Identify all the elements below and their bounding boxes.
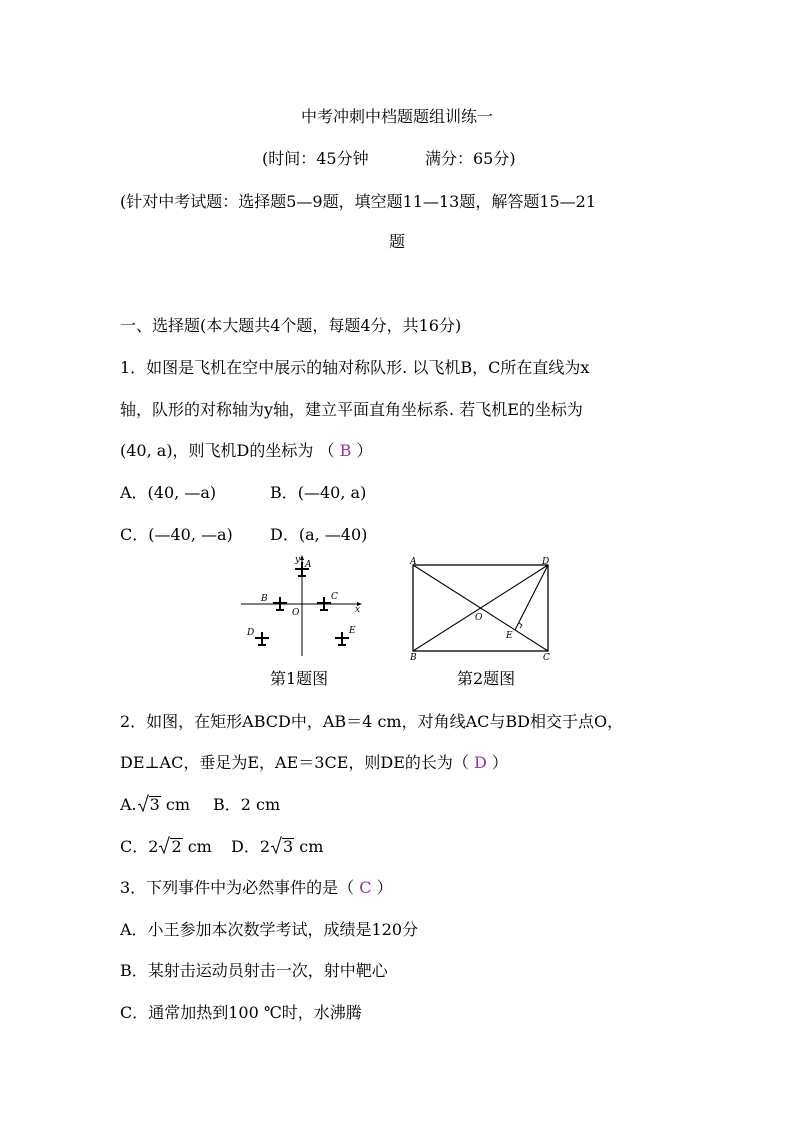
figure-2-rectangle-diagram [404,556,554,662]
q1-close-paren: ） [356,441,373,460]
figure-1-caption: 第1题图 [270,669,329,688]
q2-option-a [120,795,190,815]
q1-option-d: D．(a, —40) [270,525,368,544]
plane-a-label: A [305,560,312,570]
q3-stem: 3．下列事件中为必然事件的是（ [120,878,355,897]
figure-2-caption: 第2题图 [457,669,516,688]
y-axis-label: y [295,555,301,565]
plane-d-icon [255,632,269,645]
point-c-label: C [543,653,550,662]
q2-option-a-unit: cm [160,795,191,814]
plane-c-label: C [331,592,338,602]
point-a-label: A [410,557,417,567]
note-line-2: 题 [388,232,405,251]
score-label: 满分：65分) [425,149,516,168]
q2-line-1: 2．如图，在矩形ABCD中，AB＝4 cm，对角线AC与BD相交于点O， [120,712,624,731]
q2-option-a-letter: A. [120,795,137,814]
plane-d-label: D [247,628,255,638]
sqrt-symbol [137,795,161,815]
q2-answer: D [473,753,487,772]
q2-line-2 [120,753,508,773]
plane-e-icon [335,632,349,645]
plane-b-label: B [261,594,268,604]
section-heading: 一、选择题(本大题共4个题，每题4分，共16分) [120,316,462,335]
q3-close-paren: ） [376,878,393,897]
q1-stem-end: (40, a)，则飞机D的坐标为 （ [120,441,335,460]
plane-e-label: E [349,626,356,636]
time-label: (时间：45分钟 [262,149,369,168]
q1-option-a: A．(40, —a) [120,483,217,502]
point-b-label: B [410,653,417,662]
q2-option-c-unit: cm [182,837,212,856]
q1-option-c: C．(—40, —a) [120,525,233,544]
q1-answer: B [339,441,352,460]
figure-1-coordinate-diagram [238,552,368,662]
sqrt-symbol [270,837,294,857]
q3-answer: C [359,878,372,897]
q3-option-b: B．某射击运动员射击一次，射中靶心 [120,961,388,980]
q1-option-b: B．(—40, a) [270,483,367,502]
plane-b-icon [273,597,287,610]
q3-option-c: C．通常加热到100 ℃时，水沸腾 [120,1003,362,1022]
q1-line-1: 1．如图是飞机在空中展示的轴对称队形. 以飞机B，C所在直线为x [120,358,590,377]
segment-de [515,565,548,630]
q2-option-d [231,837,323,857]
q3-option-a: A．小王参加本次数学考试，成绩是120分 [120,920,419,939]
q2-option-d-coefficient: D．2 [231,837,271,856]
note-line-1: (针对中考试题：选择题5—9题，填空题11—13题，解答题15—21 [120,192,597,211]
q2-option-b: B．2 cm [213,795,281,814]
right-angle-mark [519,623,522,628]
document-title: 中考冲刺中档题题组训练一 [300,107,493,126]
plane-c-icon [317,597,331,610]
q1-line-2: 轴，队形的对称轴为y轴，建立平面直角坐标系. 若飞机E的坐标为 [120,400,583,419]
q1-line-3 [120,441,372,461]
q2-option-d-radicand: 3 [283,837,294,856]
q2-option-c [120,837,212,857]
q2-option-d-unit: cm [294,837,324,856]
sqrt-symbol [158,837,182,857]
q2-option-c-radicand: 2 [171,837,182,856]
q2-stem-end: DE⊥AC，垂足为E，AE＝3CE，则DE的长为（ [120,753,469,772]
q2-option-c-coefficient: C．2 [120,837,159,856]
q2-close-paren: ） [491,753,508,772]
point-o-label: O [475,613,483,623]
q2-option-a-radicand: 3 [149,795,160,814]
origin-label: O [292,608,300,618]
q3-line-1 [120,878,393,898]
x-axis-label: x [355,605,361,615]
point-d-label: D [542,557,550,567]
point-e-label: E [506,631,513,641]
